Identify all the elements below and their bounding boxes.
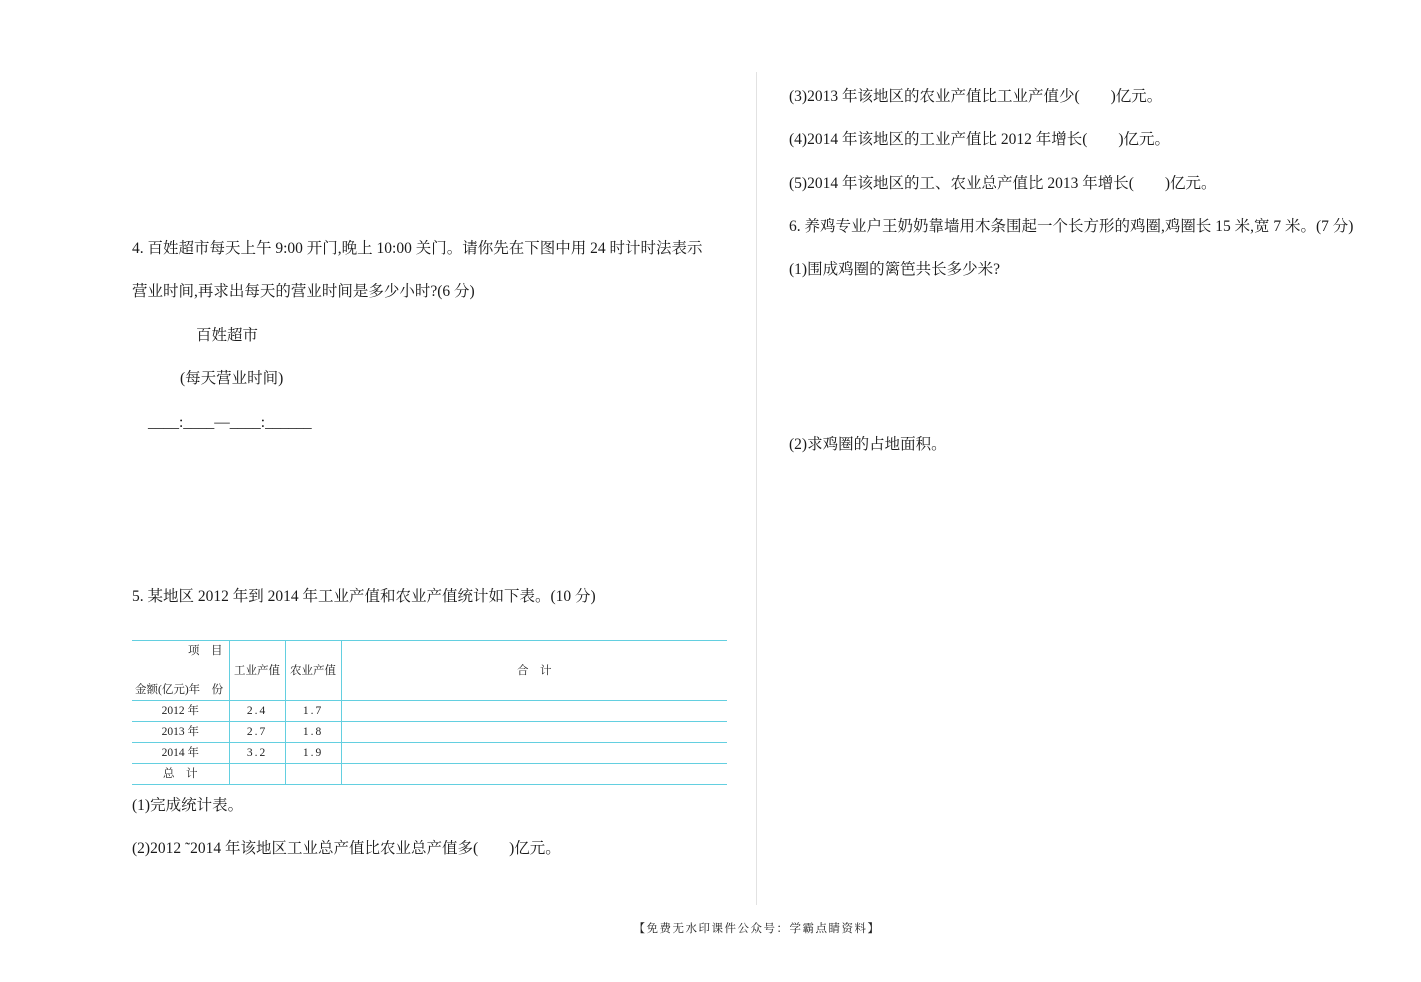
q5-sub3: (3)2013 年该地区的农业产值比工业产值少( )亿元。 — [789, 88, 1163, 105]
header-agriculture: 农业产值 — [285, 641, 341, 701]
row-total — [341, 743, 727, 764]
header-industry: 工业产值 — [229, 641, 285, 701]
table-row — [132, 701, 727, 722]
row-industry: 2.4 — [229, 701, 285, 722]
table-total-row — [132, 764, 727, 785]
row-year: 2012 年 — [132, 701, 229, 722]
row-industry: 2.7 — [229, 722, 285, 743]
row-industry: 3.2 — [229, 743, 285, 764]
footer-watermark: 【免费无水印课件公众号：学霸点睛资料】 — [633, 921, 881, 935]
total-sum — [341, 764, 727, 785]
q4-answer-blanks: ____:____—____:______ — [148, 414, 312, 431]
q4-sign-subtitle: (每天营业时间) — [180, 370, 284, 387]
row-year: 2014 年 — [132, 743, 229, 764]
table-header-row — [132, 641, 727, 701]
row-total — [341, 701, 727, 722]
header-total: 合 计 — [341, 641, 727, 701]
row-year: 2013 年 — [132, 722, 229, 743]
column-divider — [756, 72, 757, 905]
q4-text-line2: 营业时间,再求出每天的营业时间是多少小时?(6 分) — [132, 283, 475, 300]
statistics-table — [132, 640, 727, 785]
row-total — [341, 722, 727, 743]
row-agriculture: 1.8 — [285, 722, 341, 743]
q5-sub2: (2)2012 ˜2014 年该地区工业总产值比农业总产值多( )亿元。 — [132, 840, 561, 857]
table-row — [132, 743, 727, 764]
corner-label-amount-year: 金额(亿元)年 份 — [135, 684, 224, 696]
total-agriculture — [285, 764, 341, 785]
q5-sub1: (1)完成统计表。 — [132, 797, 244, 814]
q5-sub4: (4)2014 年该地区的工业产值比 2012 年增长( )亿元。 — [789, 131, 1171, 148]
q5-title: 5. 某地区 2012 年到 2014 年工业产值和农业产值统计如下表。(10 分) — [132, 588, 596, 605]
table-row — [132, 722, 727, 743]
q4-sign-title: 百姓超市 — [196, 327, 259, 344]
total-row-label: 总 计 — [132, 764, 229, 785]
total-industry — [229, 764, 285, 785]
row-agriculture: 1.9 — [285, 743, 341, 764]
q5-sub5: (5)2014 年该地区的工、农业总产值比 2013 年增长( )亿元。 — [789, 175, 1217, 192]
table-corner-cell — [132, 641, 229, 701]
row-agriculture: 1.7 — [285, 701, 341, 722]
q6-title: 6. 养鸡专业户王奶奶靠墙用木条围起一个长方形的鸡圈,鸡圈长 15 米,宽 7 米。(7 分) — [789, 218, 1354, 235]
corner-label-item: 项 目 — [188, 645, 223, 657]
q4-text-line1: 4. 百姓超市每天上午 9:00 开门,晚上 10:00 关门。请你先在下图中用 24 时计时法表示 — [132, 240, 703, 257]
q6-sub2: (2)求鸡圈的占地面积。 — [789, 436, 947, 453]
q6-sub1: (1)围成鸡圈的篱笆共长多少米? — [789, 261, 1000, 278]
